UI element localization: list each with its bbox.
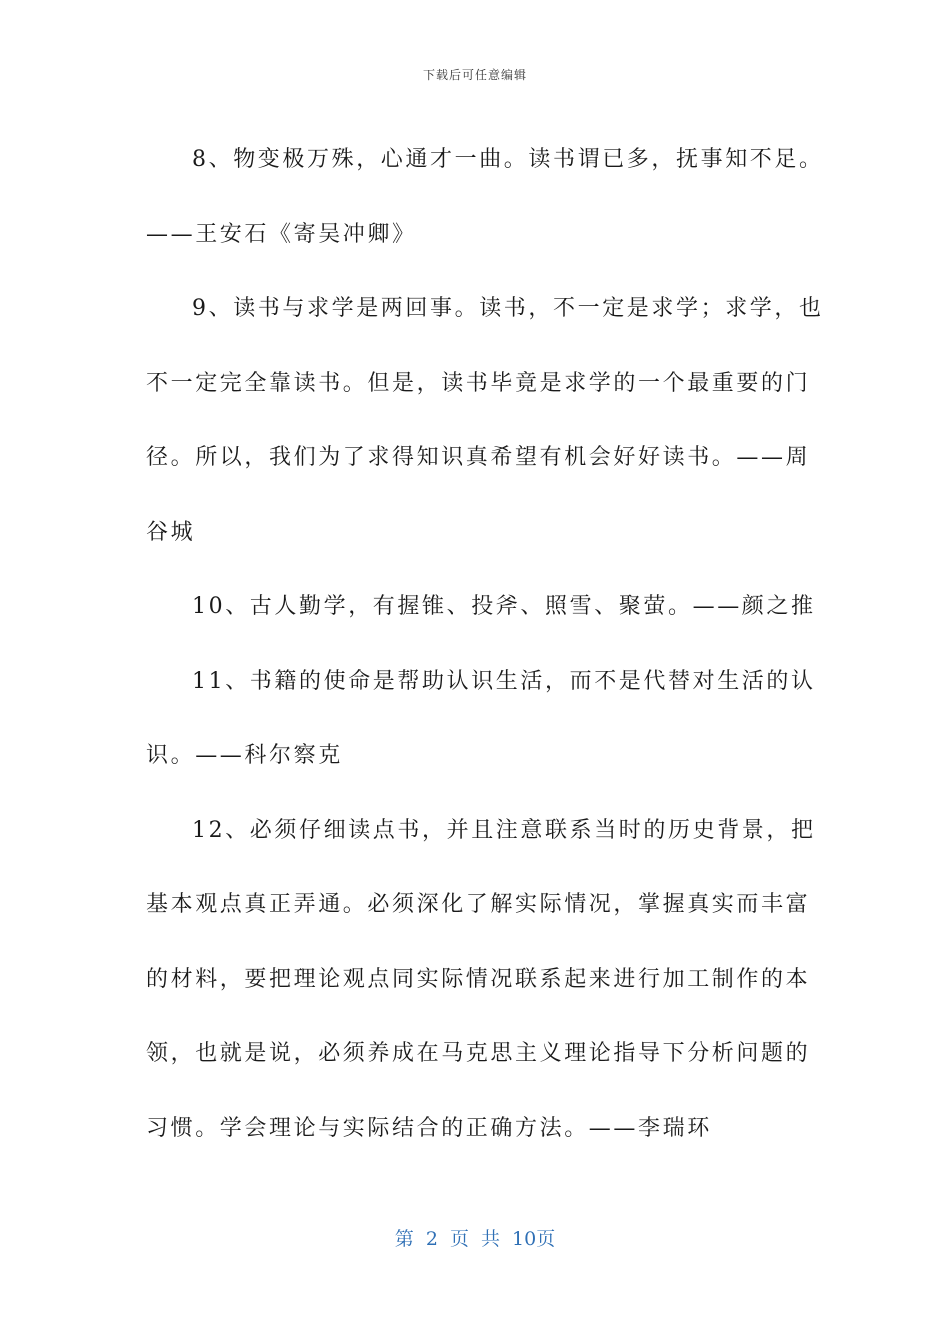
text-line: 谷城 <box>146 519 196 545</box>
text-line: 不一定完全靠读书。但是，读书毕竟是求学的一个最重要的门 <box>146 370 811 396</box>
text-line: 的材料，要把理论观点同实际情况联系起来进行加工制作的本 <box>146 966 811 992</box>
body-text <box>146 123 824 1166</box>
page-number: 第 2 页 共 10页 <box>394 1228 556 1250</box>
text-line: 10、古人勤学，有握锥、投斧、照雪、聚萤。——颜之推 <box>192 594 816 619</box>
text-line: ——王安石《寄吴冲卿》 <box>146 221 417 247</box>
text-line: 8、物变极万殊，心通才一曲。读书谓已多，抚事知不足。 <box>192 147 824 172</box>
text-line: 9、读书与求学是两回事。读书，不一定是求学；求学，也 <box>192 296 824 321</box>
text-line: 11、书籍的使命是帮助认识生活，而不是代替对生活的认 <box>192 668 816 694</box>
text-line: 径。所以，我们为了求得知识真希望有机会好好读书。——周 <box>146 445 811 470</box>
text-line: 识。——科尔察克 <box>146 743 343 768</box>
text-line: 基本观点真正弄通。必须深化了解实际情况，掌握真实而丰富 <box>146 892 811 917</box>
text-line: 12、必须仔细读点书，并且注意联系当时的历史背景，把 <box>192 817 816 843</box>
text-line: 领，也就是说，必须养成在马克思主义理论指导下分析问题的 <box>146 1041 811 1066</box>
text-line: 习惯。学会理论与实际结合的正确方法。——李瑞环 <box>146 1115 712 1141</box>
header-note: 下载后可任意编辑 <box>422 68 527 82</box>
